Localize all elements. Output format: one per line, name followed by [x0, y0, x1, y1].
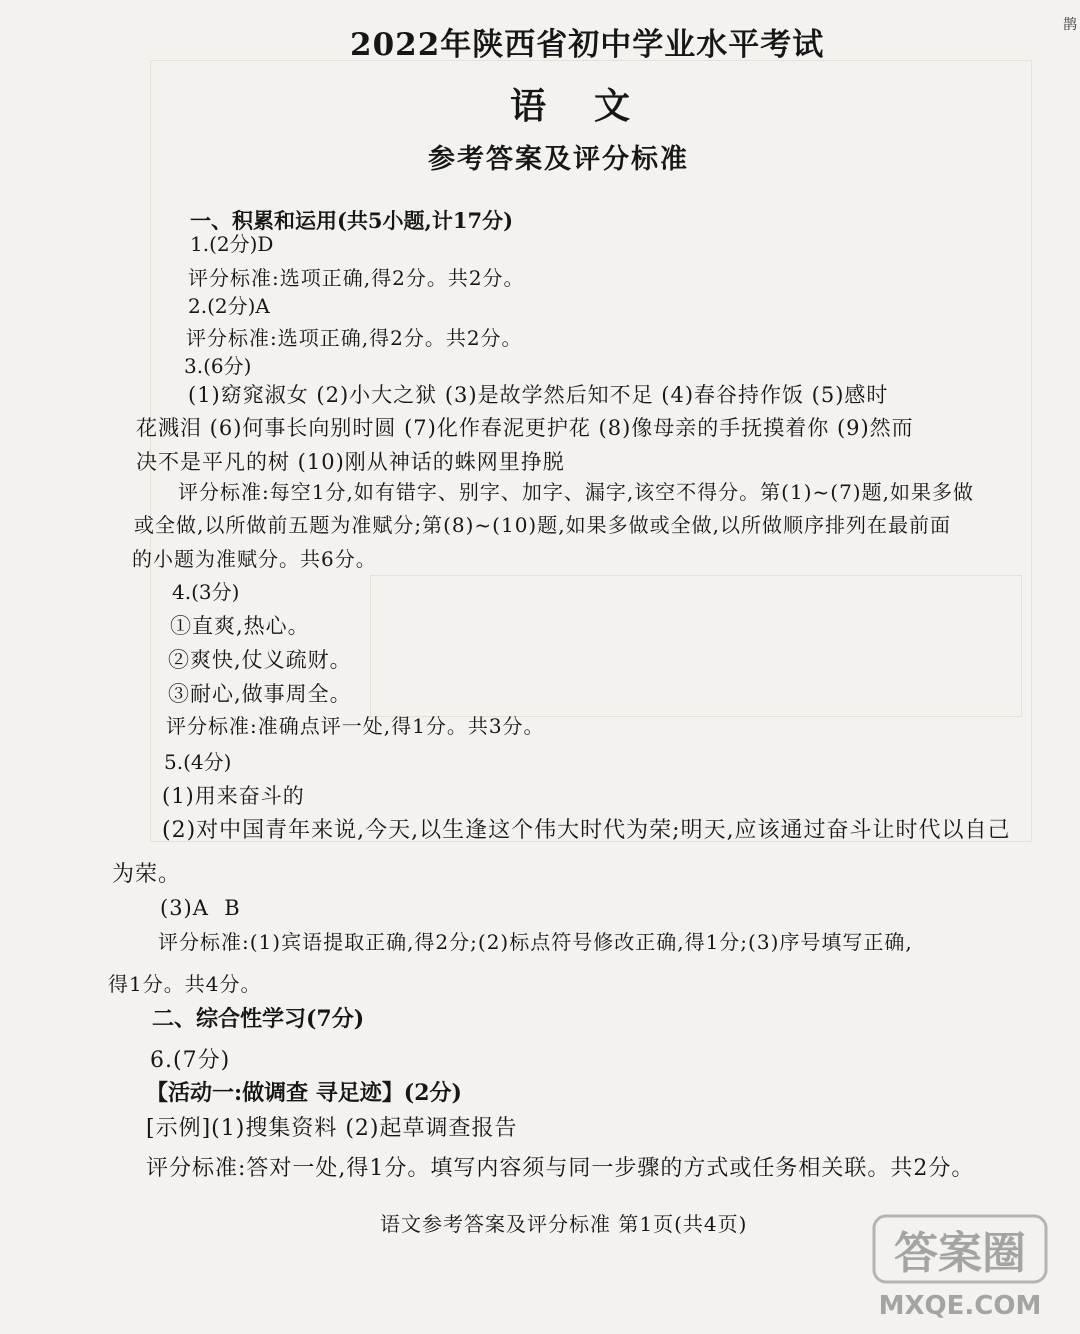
question-3-standard-line-3: 的小题为准赋分。共6分。 [132, 547, 377, 571]
question-1-standard: 评分标准:选项正确,得2分。共2分。 [188, 266, 525, 290]
activity-1-standard: 评分标准:答对一处,得1分。填写内容须与同一步骤的方式或任务相关联。共2分。 [146, 1156, 975, 1181]
question-3: 3.(6分) [184, 354, 252, 378]
question-4-answer-3: ③耐心,做事周全。 [168, 682, 352, 706]
activity-1-title: 【活动一:做调查 寻足迹】(2分) [146, 1080, 462, 1106]
question-3-answer-line-2: 花溅泪 (6)何事长向别时圆 (7)化作春泥更护花 (8)像母亲的手抚摸着你 (9)然而 [136, 416, 914, 440]
activity-1-example: [示例](1)搜集资料 (2)起草调查报告 [146, 1116, 518, 1141]
question-2-standard: 评分标准:选项正确,得2分。共2分。 [186, 326, 523, 350]
question-5-answer-1: (1)用来奋斗的 [162, 784, 305, 808]
question-4-answer-1: ①直爽,热心。 [170, 614, 310, 638]
question-3-answer-line-1: (1)窈窕淑女 (2)小大之狱 (3)是故学然后知不足 (4)春谷持作饭 (5)感时 [188, 383, 889, 407]
exam-title: 2022年陕西省初中学业水平考试 [350, 27, 825, 63]
question-4-standard: 评分标准:准确点评一处,得1分。共3分。 [166, 714, 545, 738]
question-5-answer-3: (3)A B [160, 896, 241, 920]
section-1-title: 一、积累和运用(共5小题,计17分) [190, 208, 514, 233]
corner-mark: 鹊 [1063, 17, 1077, 33]
question-5-answer-2: (2)对中国青年来说,今天,以生逢这个伟大时代为荣;明天,应该通过奋斗让时代以自己 [162, 818, 1011, 843]
question-3-standard-line-2: 或全做,以所做前五题为准赋分;第(8)~(10)题,如果多做或全做,以所做顺序排列在最前面 [134, 513, 951, 537]
question-4: 4.(3分) [172, 580, 240, 604]
watermark-bottom-text: MXQE.COM [878, 1291, 1042, 1321]
question-5-standard-line-1: 评分标准:(1)宾语提取正确,得2分;(2)标点符号修改正确,得1分;(3)序号填写正确, [158, 930, 913, 954]
question-2: 2.(2分)A [188, 294, 270, 318]
page-footer: 语文参考答案及评分标准 第1页(共4页) [380, 1212, 748, 1236]
question-3-standard-line-1: 评分标准:每空1分,如有错字、别字、加字、漏字,该空不得分。第(1)~(7)题,如果多做 [178, 480, 974, 504]
section-2-title: 二、综合性学习(7分) [152, 1006, 365, 1032]
question-5-standard-line-2: 得1分。共4分。 [108, 972, 262, 996]
question-5-answer-2-continued: 为荣。 [112, 862, 182, 887]
subject-title: 语文 [510, 85, 679, 127]
question-4-answer-2: ②爽快,仗义疏财。 [168, 648, 352, 672]
watermark-logo [860, 1214, 1060, 1324]
question-5: 5.(4分) [164, 750, 232, 774]
watermark-top-text: 答案圈 [894, 1228, 1026, 1279]
question-1: 1.(2分)D [190, 232, 274, 256]
question-3-answer-line-3: 决不是平凡的树 (10)刚从神话的蛛网里挣脱 [136, 450, 565, 474]
bleed-through-table [370, 575, 1022, 717]
watermark-stamp-icon [860, 1214, 1060, 1324]
question-6: 6.(7分) [150, 1048, 231, 1073]
document-title: 参考答案及评分标准 [428, 144, 689, 175]
